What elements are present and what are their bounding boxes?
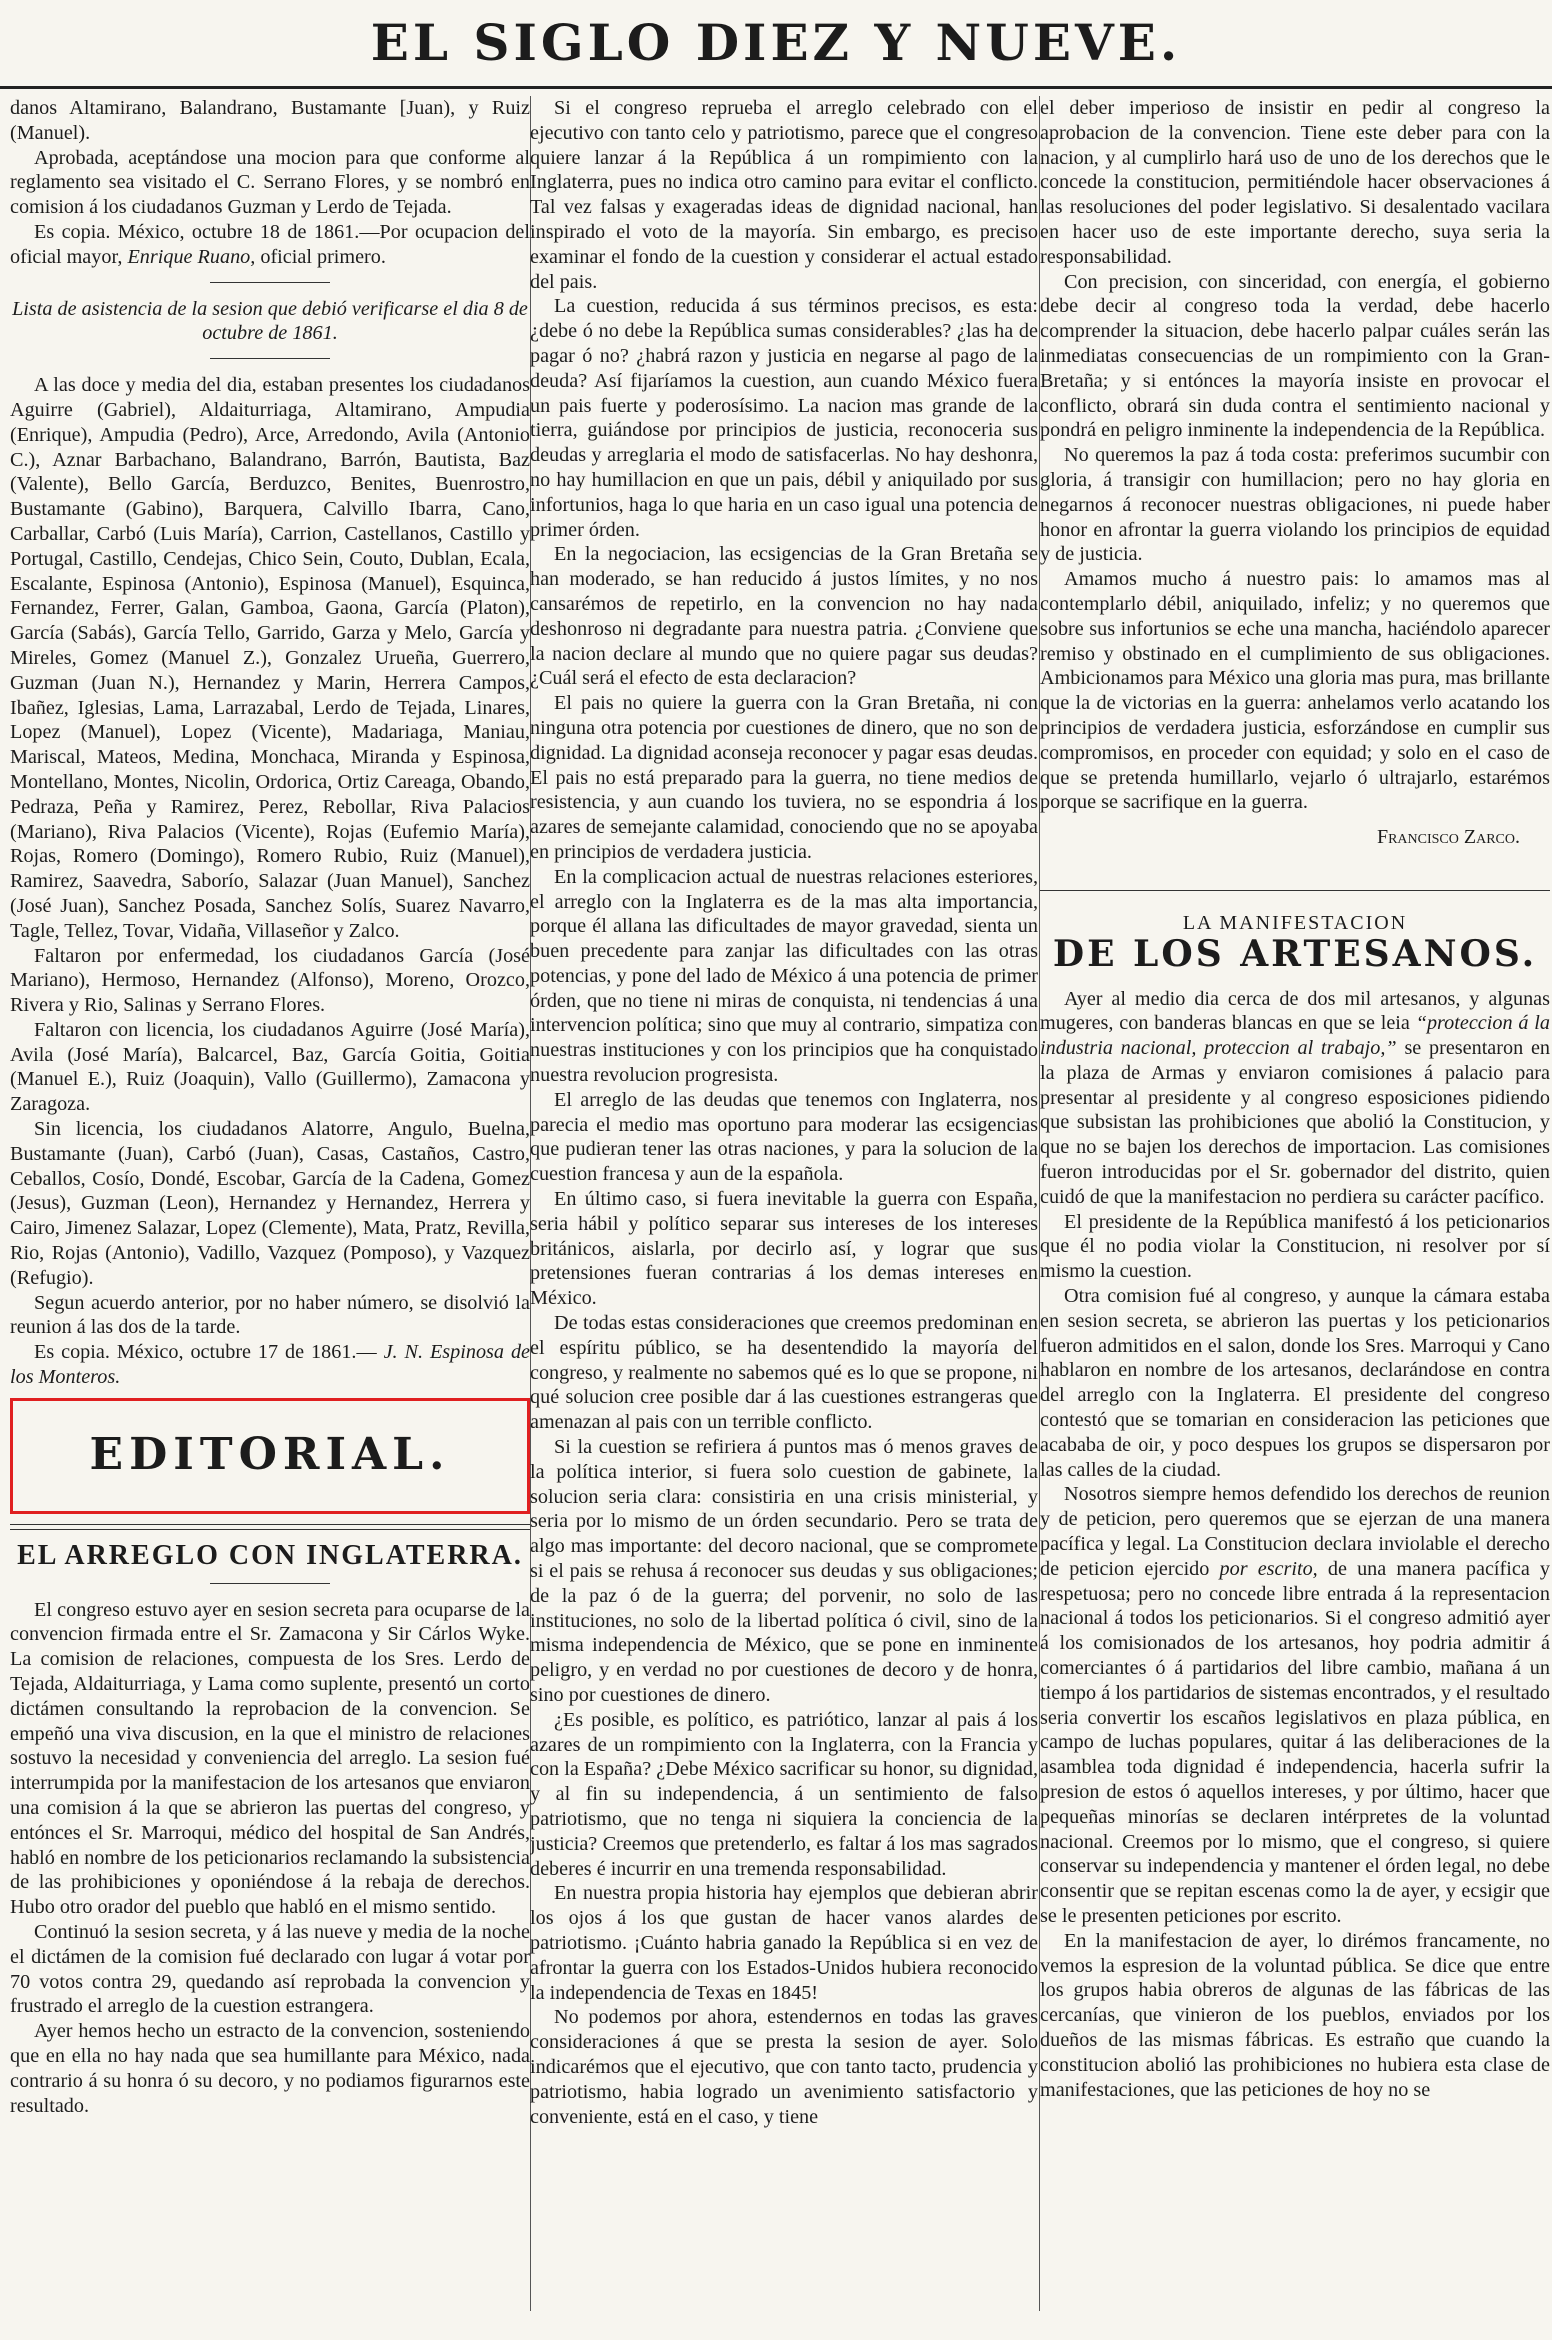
paragraph: No queremos la paz á toda costa: preferimos sucumbir con gloria, á transigir con humillacion; pero no hay gloria en negarnos á reconocer nuestras obligaciones, ni puede haber honor en afrontar la guerra violando los principios de equidad y de justicia. xyxy=(1040,444,1550,566)
section-rule xyxy=(1040,890,1550,891)
section-rule xyxy=(210,358,330,359)
paragraph: En nuestra propia historia hay ejemplos que debieran abrir los ojos á los que gustan de hacer vanos alardes de patriotismo. ¡Cuánto habria ganado la República si en vez de afrontar la guerra con los Estados-Unidos hubiera reconocido la independencia de Texas en 1845! xyxy=(530,1882,1038,2004)
column-2 xyxy=(530,96,1038,2311)
paragraph: No podemos por ahora, estendernos en todas las graves consideraciones á que se presta la sesion de ayer. Solo indicarémos que el ejecutivo, que con tanto tacto, prudencia y patriotismo, habia logrado un avenimiento satisfactorio y conveniente, está en el caso, y tiene xyxy=(530,2006,1038,2128)
section-rule xyxy=(210,1583,330,1584)
paragraph: Segun acuerdo anterior, por no haber número, se disolvió la reunion á las dos de la tarde. xyxy=(10,1291,530,1339)
editorial-heading: EDITORIAL. xyxy=(89,1429,451,1481)
paragraph: En la negociacion, las ecsigencias de la Gran Bretaña se han moderado, se han reducido á justos límites, y no nos cansarémos de repetirlo, en la convencion no hay nada deshonroso ni degradante para nuestra patria. ¿Conviene que la nacion declare al mundo que no quiere pagar sus deudas? ¿Cuál será el efecto de esta declaracion? xyxy=(530,543,1038,690)
emphasis-text: por escrito, xyxy=(1219,1557,1318,1580)
article-headline: EL ARREGLO CON INGLATERRA. xyxy=(17,1539,523,1571)
paragraph xyxy=(1040,987,1550,1210)
section-rule xyxy=(210,282,330,283)
column-1 xyxy=(10,96,530,2311)
editorial-heading-box xyxy=(10,1398,530,1514)
paragraph: el deber imperioso de insistir en pedir al congreso la aprobacion de la convencion. Tiene este deber para con la nacion, y al cumplirlo hará uso de uno de los derechos que le concede la constitucion, permitiéndole hacer observaciones á las resoluciones del poder legislativo. Si desalentado vacilara en hacer uso de este importante derecho, suya seria la responsabilidad. xyxy=(1040,97,1550,268)
signatory-name: J. N. Espinosa de los Monteros. xyxy=(10,1341,530,1389)
paragraph-text: Nosotros siempre hemos defendido los derechos de reunion y de peticion, pero queremos que se ejerzan de una manera pacífica y legal. La Constitucion declara inviolable el derecho de peticion ejercido xyxy=(1040,1483,1550,1580)
paragraph: Amamos mucho á nuestro pais: lo amamos mas al contemplarlo débil, aniquilado, infeliz; y no queremos que sobre sus infortunios se eche una mancha, haciéndolo aparecer remiso y obstinado en el cumplimiento de sus obligaciones. Ambicionamos para México una gloria mas pura, mas brillante que la de victorias en la guerra: anhelamos verlo acatando los principios de verdadera justicia, esforzándose en cumplir sus compromisos, en proceder con equidad; y solo en el caso de que se pretenda humillarlo, vejarlo ó ultrajarlo, estarémos porque se sacrifique en la guerra. xyxy=(1040,568,1550,814)
author-signature: Francisco Zarco. xyxy=(1376,826,1520,849)
attendance-list-title: Lista de asistencia de la sesion que debió verificarse el dia 8 de octubre de 1861. xyxy=(12,297,528,345)
signatory-title: oficial primero. xyxy=(260,245,386,268)
article-headline: DE LOS ARTESANOS. xyxy=(1052,932,1538,975)
paragraph: ¿Es posible, es político, es patriótico, lanzar al pais á los azares de un rompimiento con la Inglaterra, con la Francia y con la España? ¿Debe México sacrificar su honor, su dignidad, y al fin su independencia, á un sentimiento de falso patriotismo, que no tenga ni siquiera la conciencia de la justicia? Creemos que pretenderlo, es faltar á los mas sagrados deberes é incurrir en una tremenda responsabilidad. xyxy=(530,1708,1038,1880)
paragraph xyxy=(1040,1482,1550,1928)
paragraph: En la manifestacion de ayer, lo dirémos francamente, no vemos la espresion de la voluntad pública. Se dice que entre los grupos habia obreros de algunas de las fábricas de las cercanías, que vinieron de los pueblos, enviados por los dueños de las mismas fábricas. Es estraño que cuando la constitucion abolió las prohibiciones no hubiera esta clase de manifestaciones, que las peticiones de hoy no se xyxy=(1040,1929,1550,2101)
paragraph: Aprobada, aceptándose una mocion para que conforme al reglamento sea visitado el C. Serrano Flores, y se nombró en comision á los ciudadanos Guzman y Lerdo de Tejada. xyxy=(10,146,530,219)
paragraph: El pais no quiere la guerra con la Gran Bretaña, ni con ninguna otra potencia por cuestiones de dinero, que no son de dignidad. La dignidad aconseja reconocer y pagar esas deudas. El pais no está preparado para la guerra, no tiene medios de resistencia, y aun cuando los tuviera, no se espondria á los azares de semejante calamidad, conociendo que no se apoyaba en principios de verdadera justicia. xyxy=(530,692,1038,863)
paragraph: El presidente de la República manifestó á los peticionarios que él no podia violar la Constitucion, ni resolver por sí mismo la cuestion. xyxy=(1040,1210,1550,1283)
paragraph: Sin licencia, los ciudadanos Alatorre, Angulo, Buelna, Bustamante (Juan), Carbó (Juan), Casas, Castaños, Castro, Ceballos, Cosío, Dondé, Escobar, García de la Cadena, Gomez (Jesus), Guzman (Leon), Hernandez y Hernandez, Herrera y Cairo, Jimenez Salazar, Lopez (Clemente), Mata, Pratz, Revilla, Rio, Rojas (Antonio), Vadillo, Vazquez (Pomposo), y Vazquez (Refugio). xyxy=(10,1118,530,1289)
paragraph-text: se presentaron en la plaza de Armas y enviaron comisiones á palacio para presentar al presidente y al congreso esposiciones pidiendo que subsistan las prohibiciones que abolió la Constitucion, y que no se bajen los derechos de importacion. Las comisiones fueron introducidas por el Sr. gobernador del distrito, quien cuidó de que la manifestacion no perdiera su carácter pacífico. xyxy=(1040,1037,1550,1208)
double-rule xyxy=(10,1524,530,1530)
paragraph: Ayer hemos hecho un estracto de la convencion, sosteniendo que en ella no hay nada que sea humillante para México, nada contrario á su honra ó su decoro, y no podiamos figurarnos este resultado. xyxy=(10,2020,530,2117)
paragraph: La cuestion, reducida á sus términos precisos, es esta: ¿debe ó no debe la República sumas considerables? ¿las ha de pagar ó no? ¿habrá razon y justicia en negarse al pago de la deuda? Así fijaríamos la cuestion, aun cuando México fuera un pais fuerte y poderosísimo. La nacion mas grande de la tierra, guiándose por principios de justicia, reconoceria sus deudas y arreglaria el modo de satisfacerlas. No hay deshonra, no hay humillacion en que un pais, débil y aniquilado por sus infortunios, haga lo que haria en un caso igual una potencia de primer órden. xyxy=(530,295,1038,541)
paragraph: Con precision, con sinceridad, con energía, el gobierno debe decir al congreso toda la verdad, debe hacerlo comprender la situacion, debe hacerlo palpar cuáles serán las inmediatas consecuencias de un rompimiento con la Gran-Bretaña; y si entónces la mayoría insiste en provocar el conflicto, obrará sin duda contra el sentimiento nacional y pondrá en peligro inminente la independencia de la República. xyxy=(1040,270,1550,442)
paragraph-text: Es copia. México, octubre 17 de 1861.— xyxy=(34,1341,377,1364)
paragraph: A las doce y media del dia, estaban presentes los ciudadanos Aguirre (Gabriel), Aldaiturriaga, Altamirano, Ampudia (Enrique), Ampudia (Pedro), Arce, Arredondo, Avila (Antonio C.), Aznar Barbachano, Balandrano, Barrón, Bautista, Baz (Valente), Bello García, Berduzco, Benites, Buenrostro, Bustamante (Gabino), Barquera, Calvillo Ibarra, Cano, Carballar, Carbó (Luis María), Carrion, Castellanos, Castillo y Portugal, Castillo, Cendejas, Chico Sein, Couto, Dublan, Ecala, Escalante, Espinosa (Antonio), Espinosa (Manuel), Esquinca, Fernandez, Ferrer, Galan, Gamboa, Gaona, García (Platon), García (Sabás), García Tello, Garrido, Garza y Melo, García y Mireles, Gomez (Manuel Z.), Gonzalez Urueña, Guerrero, Guzman (Juan N.), Hernandez y Marin, Herrera Campos, Ibañez, Iglesias, Lama, Larrazabal, Lerdo de Tejada, Linares, Lopez (Manuel), Lopez (Vicente), Madariaga, Maniau, Mariscal, Mateos, Medina, Monchaca, Miranda y Espinosa, Montellano, Montes, Nicolin, Ordorica, Ortiz Careaga, Obando, Pedraza, Peña y Ramirez, Perez, Rebollar, Riva Palacios (Mariano), Riva Palacios (Vicente), Rojas (Eufemio María), Rojas, Romero (Domingo), Romero Rubio, Ruiz (Manuel), Ramirez, Saavedra, Saborío, Salazar (Juan Manuel), Sanchez (José Juan), Sanchez Posada, Sanchez Solís, Suarez Navarro, Tagle, Tellez, Tovar, Vidaña, Villaseñor y Zalco. xyxy=(10,374,530,942)
paragraph-text: de una manera pacífica y respetuosa; pero no concede libre entrada á la representacion nacional á todos los peticionarios. Si el congreso admitió ayer á los comisionados de los artesanos, hoy podria admitir á comerciantes ó á partidarios del libre cambio, mañana á un tiempo á los partidarios de sistemas encontrados, y el resultado seria convertir los escaños legislativos en plaza pública, en campo de luchas populares, quitar á las deliberaciones de la asamblea toda dignidad é independencia, hacerla sufrir la presion de estos ó aquellos intereses, y por último, hacer que pequeñas minorías se declaren intérpretes de la voluntad nacional. Creemos por lo mismo, que el congreso, si quiere conservar su independencia y mantener el órden legal, no debe consentir que se repitan escenas como la de ayer, y ecsigir que se le presenten peticiones por escrito. xyxy=(1040,1557,1550,1927)
column-3 xyxy=(1040,96,1550,2311)
paragraph: Faltaron con licencia, los ciudadanos Aguirre (José María), Avila (José María), Balcarcel, Baz, García Goitia, Goitia (Manuel E.), Ruiz (Joaquin), Vallo (Guillermo), Zamacona y Zaragoza. xyxy=(10,1018,530,1116)
paragraph-text: Es copia. México, octubre 18 de 1861.—Por ocupacion del oficial mayor, xyxy=(10,220,530,268)
paragraph xyxy=(10,220,530,270)
paragraph: Otra comision fué al congreso, y aunque la cámara estaba en sesion secreta, se abrieron las puertas y los peticionarios fueron admitidos en el salon, donde los Sres. Marroqui y Cano hablaron en nombre de los artesanos, declarándose en contra del arreglo con la Inglaterra. El presidente del congreso contestó que se tomarian en consideracion las peticiones que acababa de oir, y poco despues los grupos se dispersaron por las calles de la ciudad. xyxy=(1040,1285,1550,1481)
paragraph: El congreso estuvo ayer en sesion secreta para ocuparse de la convencion firmada entre el Sr. Zamacona y Sir Cárlos Wyke. La comision de relaciones, compuesta de los Sres. Lerdo de Tejada, Aldaiturriaga, y Lama como suplente, presentó un corto dictámen consultando la reprobacion de la convencion. Se empeñó una viva discusion, en la que el ministro de relaciones sostuvo la necesidad y conveniencia del arreglo. La sesion fué interrumpida por la manifestacion de los artesanos que enviaron una comision á la que se abrieron las puertas del congreso, y entónces el Sr. Marroqui, médico del hospital de San Andrés, habló en nombre de los peticionarios reclamando la subsistencia de las prohibiciones y oponiéndose á la rebaja de derechos. Hubo otro orador del pueblo que habló en el mismo sentido. xyxy=(10,1598,530,1919)
signatory-name: Enrique Ruano, xyxy=(127,245,256,268)
paragraph: Si la cuestion se refiriera á puntos mas ó menos graves de la política interior, si fuera solo cuestion de gabinete, la solucion seria clara: consistiria en una crisis ministerial, y seria por lo mismo de un órden secundario. Pero se trata de algo mas importante: del decoro nacional, que se compromete si el pais se rehusa á reconocer sus deudas y sus obligaciones; de la paz ó de la guerra; del porvenir, no solo de las instituciones, no solo de la libertad política ó civil, sino de la misma independencia de México, que se pone en inminente peligro, y en verdad no por cuestiones de decoro y de honra, sino por cuestiones de dinero. xyxy=(530,1436,1038,1706)
paragraph: Si el congreso reprueba el arreglo celebrado con el ejecutivo con tanto celo y patriotismo, parece que el congreso quiere lanzar á la República á un rompimiento con la Inglaterra, pues no indica otro camino para evitar el conflicto. Tal vez falsas y exageradas ideas de dignidad nacional, han inspirado el voto de la mayoría. Sin embargo, es preciso examinar el fondo de la cuestion y considerar el actual estado del pais. xyxy=(530,97,1038,293)
masthead-rule xyxy=(0,86,1552,89)
newspaper-masthead: EL SIGLO DIEZ Y NUEVE. xyxy=(370,13,1182,72)
paragraph: danos Altamirano, Balandrano, Bustamante [Juan), y Ruiz (Manuel). xyxy=(10,97,530,144)
paragraph: Continuó la sesion secreta, y á las nueve y media de la noche el dictámen de la comision fué declarado con lugar á votar por 70 votos contra 29, quedando así reprobada la convencion y frustrado el arreglo de la cuestion estrangera. xyxy=(10,1921,530,2018)
banner-quote: “proteccion á la industria nacional, proteccion al trabajo,” xyxy=(1040,1012,1550,1060)
paragraph: En último caso, si fuera inevitable la guerra con España, seria hábil y político separar sus intereses de los intereses británicos, aislarla, por decirlo así, y lograr que sus pretensiones fueran contrarias á los demas intereses en México. xyxy=(530,1188,1038,1310)
paragraph xyxy=(10,1340,530,1390)
paragraph: En la complicacion actual de nuestras relaciones esteriores, el arreglo con la Inglaterra es de la mas alta importancia, porque él allana las dificultades de mayor gravedad, sienta un buen precedente para zanjar las dificultades con las otras potencias, y pone del lado de México á una potencia de primer órden, que no tiene ni miras de conquista, ni tendencias á una intervencion política; sino que muy al contrario, simpatiza con nuestras instituciones y con los principios que ha conquistado nuestra revolucion progresista. xyxy=(530,865,1038,1087)
article-subheading: LA MANIFESTACION xyxy=(1182,911,1408,934)
paragraph: Faltaron por enfermedad, los ciudadanos García (José Mariano), Hermoso, Hernandez (Alfonso), Moreno, Orozco, Rivera y Rio, Salinas y Serrano Flores. xyxy=(10,944,530,1017)
paragraph: El arreglo de las deudas que tenemos con Inglaterra, nos parecia el medio mas oportuno para moderar las ecsigencias que pudieran tener las otras naciones, y para la solucion de la cuestion francesa y aun de la española. xyxy=(530,1088,1038,1186)
paragraph-text: Ayer al medio dia cerca de dos mil artesanos, y algunas mugeres, con banderas blancas en que se leia xyxy=(1040,987,1550,1035)
paragraph: De todas estas consideraciones que creemos predominan en el espíritu público, se ha desentendido la mayoría del congreso, y realmente no sabemos qué es lo que se propone, ni qué solucion cree posible dar á las cuestiones estrangeras que amenazan al pais con un terrible conflicto. xyxy=(530,1312,1038,1434)
